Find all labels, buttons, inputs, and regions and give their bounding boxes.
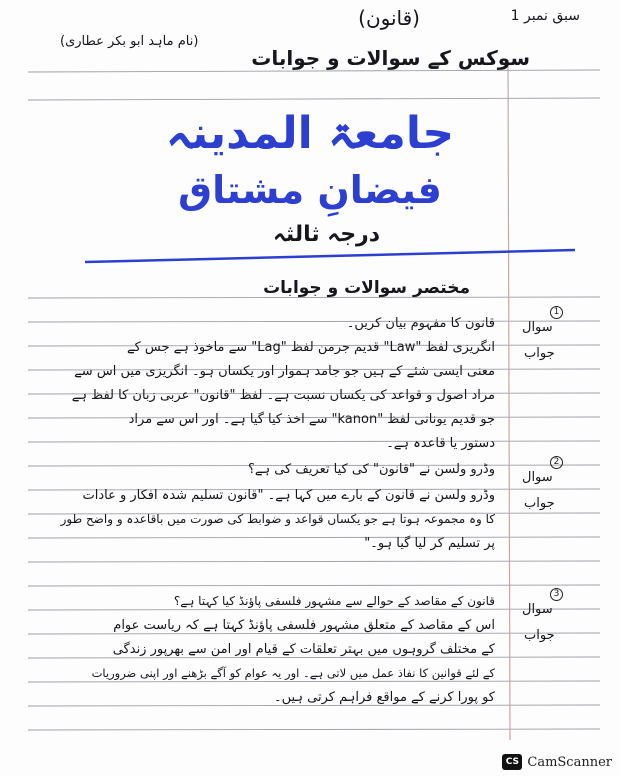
author-name: (نام ماہد ابو بکر عطاری) xyxy=(60,34,199,49)
answer-line: انگریزی لفظ "Law" قدیم جرمن لفظ "Lag" سے ماخوذ ہے جس کے xyxy=(126,340,495,355)
institution-name: جامعۃ المدینہ xyxy=(165,108,455,159)
camscanner-label: CamScanner xyxy=(527,754,612,770)
answer-line: اس کے مقاصد کے متعلق مشہور فلسفی پاؤنڈ کہتا ہے کہ ریاست عوام xyxy=(113,618,495,633)
subject-title: (قانون) xyxy=(358,6,420,30)
answer-label: جواب xyxy=(524,496,555,511)
camscanner-watermark xyxy=(502,754,612,770)
section-title: مختصر سوالات و جوابات xyxy=(263,278,470,298)
answer-label: جواب xyxy=(524,346,555,361)
question-label: سوال xyxy=(522,602,553,617)
question-number-badge: 1 xyxy=(550,306,563,319)
answer-line: کے لئے قوانین کا نفاذ عمل میں لاتی ہے۔ اور یہ عوام کو آگے بڑھنے اور اپنی ضروریات xyxy=(91,666,495,680)
question-text: قانون کا مفہوم بیان کریں۔ xyxy=(346,316,495,331)
question-text: قانون کے مقاصد کے حوالے سے مشہور فلسفی پاؤنڈ کیا کہتا ہے؟ xyxy=(173,594,495,608)
lesson-number: سبق نمبر 1 xyxy=(510,8,580,24)
answer-line: پر تسلیم کر لیا گیا ہو۔" xyxy=(364,536,495,551)
question-number-badge: 2 xyxy=(550,456,563,469)
question-text: وڈرو ولسن نے "قانون" کی کیا تعریف کی ہے؟ xyxy=(247,462,495,477)
class-level: درجہ ثالثہ xyxy=(272,222,380,247)
answer-line: مراد اصول و قواعد کی یکساں نسبت ہے۔ لفظ "قانون" عربی زبان کا لفظ ہے xyxy=(71,388,495,403)
answer-line: دستور یا قاعدہ ہے۔ xyxy=(386,436,495,451)
question-label: سوال xyxy=(522,470,553,485)
page-title: سوکس کے سوالات و جوابات xyxy=(251,46,530,70)
question-label: سوال xyxy=(522,320,553,335)
branch-name: فیضانِ مشتاق xyxy=(178,168,442,212)
answer-line: کو پورا کرنے کے مواقع فراہم کرتی ہیں۔ xyxy=(273,690,495,705)
question-number-badge: 3 xyxy=(550,588,563,601)
answer-line: کا وہ مجموعہ ہوتا ہے جو یکساں قواعد و ضوابط کی صورت میں باقاعدہ و واضح طور xyxy=(60,512,495,526)
answer-line: کے مختلف گروہوں میں بہتر تعلقات کے قیام اور امن سے بھرپور زندگی xyxy=(112,642,495,657)
answer-label: جواب xyxy=(524,628,555,643)
answer-line: معنی ایسی شئے کے ہیں جو جامد ہموار اور یکساں ہو۔ انگریزی میں اس سے xyxy=(74,364,495,379)
answer-line: جو قدیم یونانی لفظ "kanon" سے اخذ کیا گیا ہے۔ اور اس سے مراد xyxy=(128,412,495,427)
answer-line: وڈرو ولسن نے قانون کے بارے میں کہا ہے۔ "قانون تسلیم شدہ افکار و عادات xyxy=(82,488,495,503)
camscanner-logo-icon: CS xyxy=(502,754,522,770)
